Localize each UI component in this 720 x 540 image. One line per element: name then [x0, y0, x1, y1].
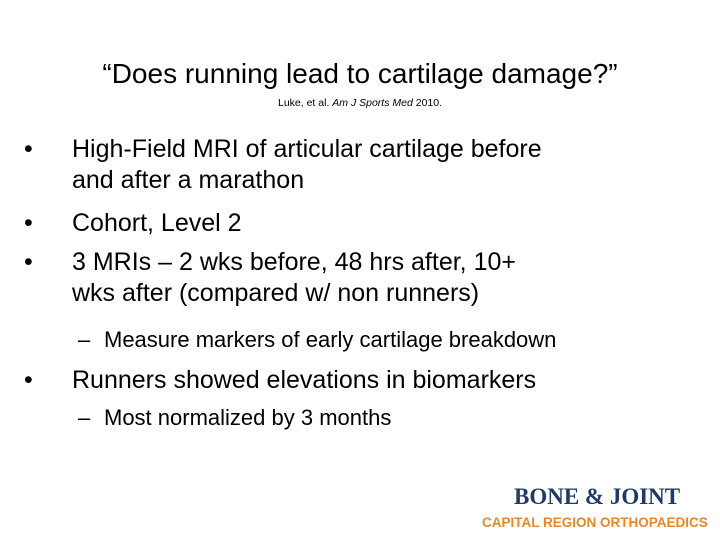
citation-authors: Luke, et al. — [277, 97, 330, 109]
bullet-text — [72, 247, 704, 309]
citation-journal: Am J Sports Med — [332, 97, 413, 109]
bullet-symbol: • — [24, 366, 33, 394]
bullet-text — [72, 134, 704, 196]
bone-and-joint-logo — [478, 480, 708, 532]
bullet-symbol: • — [24, 209, 33, 237]
bullet-text — [72, 365, 704, 396]
bullet-line: 3 MRIs – 2 wks before, 48 hrs after, 10+ — [72, 248, 516, 276]
bullet-line: Runners showed elevations in biomarkers — [72, 366, 537, 394]
slide-title: “Does running lead to cartilage damage?” — [102, 58, 618, 89]
bullet-line: Cohort, Level 2 — [72, 209, 242, 237]
citation-year: 2010. — [415, 97, 443, 109]
bullet-line: High-Field MRI of articular cartilage before — [72, 135, 542, 163]
sub-bullet-symbol: – — [78, 327, 91, 352]
bullet-symbol: • — [24, 135, 33, 163]
sub-bullet-text: Most normalized by 3 months — [104, 405, 392, 430]
bullet-line: and after a marathon — [72, 166, 305, 194]
sub-bullet-symbol: – — [78, 405, 91, 430]
logo-line1: BONE & JOINT — [514, 484, 681, 509]
bullet-line: wks after (compared w/ non runners) — [72, 279, 480, 307]
logo-line2: CAPITAL REGION ORTHOPAEDICS — [482, 515, 708, 530]
sub-bullet-text: Measure markers of early cartilage breakdown — [104, 327, 557, 352]
bullet-text — [72, 208, 704, 239]
bullet-symbol: • — [24, 248, 33, 276]
